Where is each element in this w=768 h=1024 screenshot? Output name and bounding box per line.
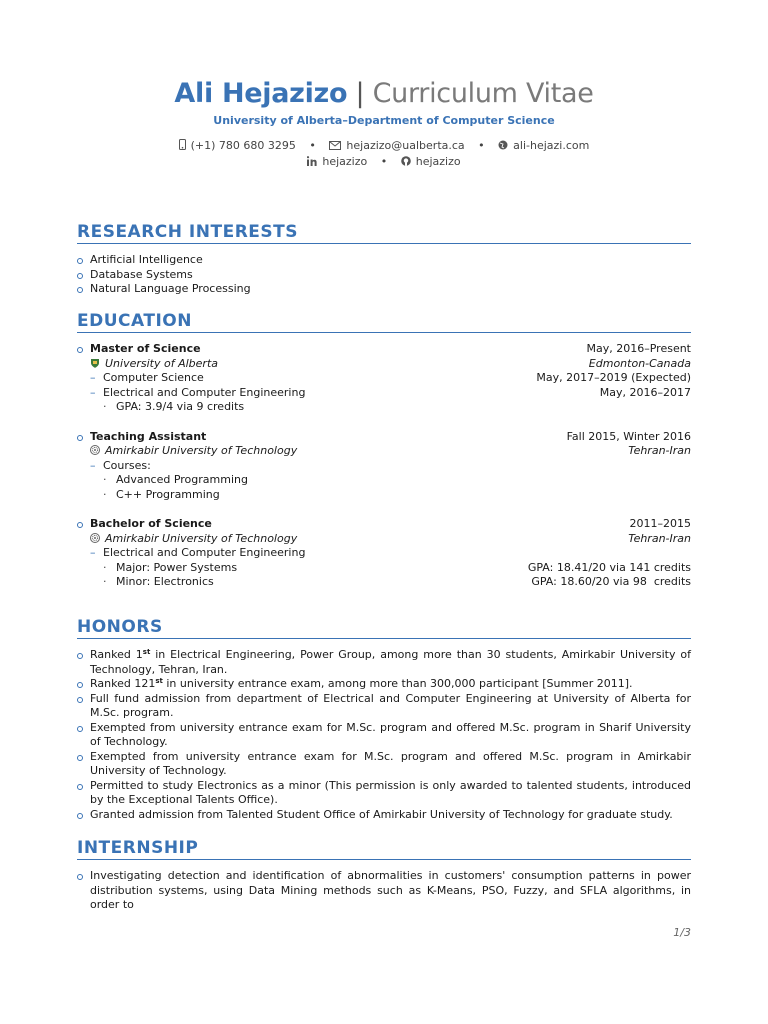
section-title: RESEARCH INTERESTS: [77, 221, 691, 244]
program-date: May, 2017–2019 (Expected): [536, 371, 691, 384]
honor-item: Granted admission from Talented Student Office of Amirkabir University of Technology for graduate study.: [77, 808, 691, 823]
title-separator: |: [355, 78, 365, 109]
institution-name: Amirkabir University of Technology: [105, 531, 298, 545]
list-item: [77, 253, 691, 268]
list-item: [77, 282, 691, 297]
course-row: · Advanced Programming: [103, 473, 248, 486]
degree-name: Bachelor of Science: [90, 517, 212, 530]
university-seal-icon: [90, 445, 100, 455]
cv-header: [0, 74, 768, 170]
github-icon: [401, 155, 411, 170]
page-number: 1/3: [673, 926, 691, 939]
ordinal-suffix: st: [155, 677, 163, 685]
institution-row: [77, 444, 691, 459]
contact-bullet: •: [309, 139, 316, 152]
phone-icon: [179, 139, 186, 154]
section-title: HONORS: [77, 616, 691, 639]
honor-item: [77, 677, 691, 692]
university-shield-icon: [90, 358, 100, 368]
affiliation: University of Alberta–Department of Computer Science: [213, 114, 555, 127]
major: Major: Power Systems: [116, 560, 238, 574]
sub-program: – Electrical and Computer Engineering May, 2016–2017: [90, 385, 691, 399]
education-section: [77, 310, 691, 590]
website-link[interactable]: ali-hejazi.com: [513, 139, 590, 152]
degree-name: Master of Science: [90, 342, 201, 355]
section-title: INTERNSHIP: [77, 837, 691, 860]
education-entry-msc: [77, 342, 691, 357]
university-seal-icon: [90, 533, 100, 543]
program-name: Electrical and Computer Engineering: [103, 385, 306, 399]
program-date: May, 2016–2017: [599, 385, 691, 399]
minor: Minor: Electronics: [116, 575, 214, 588]
research-section: [77, 221, 691, 297]
location: Tehran-Iran: [628, 444, 691, 457]
entry-date: 2011–2015: [629, 517, 691, 530]
course-row: · C++ Programming: [103, 487, 220, 501]
institution-name: Amirkabir University of Technology: [105, 444, 298, 457]
github-link[interactable]: hejazizo: [415, 155, 461, 168]
institution-row: [77, 357, 691, 372]
honor-text: in Electrical Engineering, Power Group, among more than 30 students, Amirkabir University of Technology, Tehran, Iran.: [90, 648, 692, 676]
section-title: EDUCATION: [77, 310, 691, 333]
location: Edmonton-Canada: [588, 356, 691, 370]
linkedin-icon: [307, 155, 317, 170]
document-title: Curriculum Vitae: [372, 78, 594, 109]
honor-text: Ranked 121: [90, 677, 156, 690]
education-entry-ta: [77, 430, 691, 445]
program-name: Electrical and Computer Engineering: [103, 546, 306, 559]
honor-item: [77, 648, 691, 677]
education-entry-bsc: [77, 517, 691, 532]
linkedin-link[interactable]: hejazizo: [322, 155, 368, 168]
title-line: [0, 74, 768, 114]
honor-text: in university entrance exam, among more than 300,000 participant [Summer 2011].: [162, 677, 633, 690]
sub-program: – Electrical and Computer Engineering: [90, 546, 306, 559]
phone-number: (+1) 780 680 3295: [190, 139, 296, 152]
honor-item: Full fund admission from department of Electrical and Computer Engineering at University of Alberta for M.Sc. program.: [77, 692, 691, 721]
sub-program: – Computer Science May, 2017–2019 (Expected): [90, 371, 691, 384]
institution-name: University of Alberta: [105, 356, 218, 370]
honors-section: [77, 616, 691, 822]
institution-row: [77, 532, 691, 547]
contact-line-2: [0, 154, 768, 170]
internship-item: Investigating detection and identification of abnormalities in customers' consumption patterns in power distribution systems, using Data Mining methods such as K-Means, PSO, Fuzzy, and SFLA algorithms, in order to: [77, 869, 691, 913]
program-name: Computer Science: [103, 371, 204, 384]
research-interest: Database Systems: [90, 267, 193, 281]
contact-bullet: •: [478, 139, 485, 152]
major-row: · Major: Power Systems GPA: 18.41/20 via 141 credits: [103, 560, 691, 574]
entry-date: May, 2016–Present: [586, 342, 691, 355]
honor-text: Ranked 1: [90, 648, 143, 661]
gpa-row: · GPA: 3.9/4 via 9 credits: [103, 400, 245, 413]
course-name: Advanced Programming: [116, 473, 248, 486]
research-interest: Natural Language Processing: [90, 282, 251, 295]
location: Tehran-Iran: [628, 531, 691, 545]
contact-line-1: [0, 138, 768, 154]
major-gpa: GPA: 18.41/20 via 141 credits: [527, 560, 691, 574]
research-interest: Artificial Intelligence: [90, 253, 203, 266]
internship-section: [77, 837, 691, 913]
minor-gpa: GPA: 18.60/20 via 98 credits: [531, 575, 691, 588]
gpa: GPA: 3.9/4 via 9 credits: [116, 400, 245, 413]
entry-date: Fall 2015, Winter 2016: [566, 429, 691, 443]
courses-label-row: – Courses:: [90, 458, 151, 472]
person-name: Ali Hejazizo: [174, 78, 348, 109]
email-link[interactable]: hejazizo@ualberta.ca: [346, 139, 465, 152]
email-icon: [329, 139, 341, 154]
honor-item: Exempted from university entrance exam for M.Sc. program and offered M.Sc. program in Amirkabir University of Technology.: [77, 750, 691, 779]
honor-item: Exempted from university entrance exam for M.Sc. program and offered M.Sc. program in Sharif University of Technology.: [77, 721, 691, 750]
globe-icon: [498, 139, 508, 154]
courses-label: Courses:: [103, 458, 151, 472]
course-name: C++ Programming: [116, 487, 220, 501]
list-item: [77, 268, 691, 283]
minor-row: · Minor: Electronics GPA: 18.60/20 via 98 credits: [103, 575, 691, 588]
role-name: Teaching Assistant: [90, 429, 207, 443]
honor-item: Permitted to study Electronics as a minor (This permission is only awarded to talented students, introduced by the Exceptional Talents Office).: [77, 779, 691, 808]
contact-bullet: •: [380, 155, 388, 168]
ordinal-suffix: st: [142, 648, 151, 656]
